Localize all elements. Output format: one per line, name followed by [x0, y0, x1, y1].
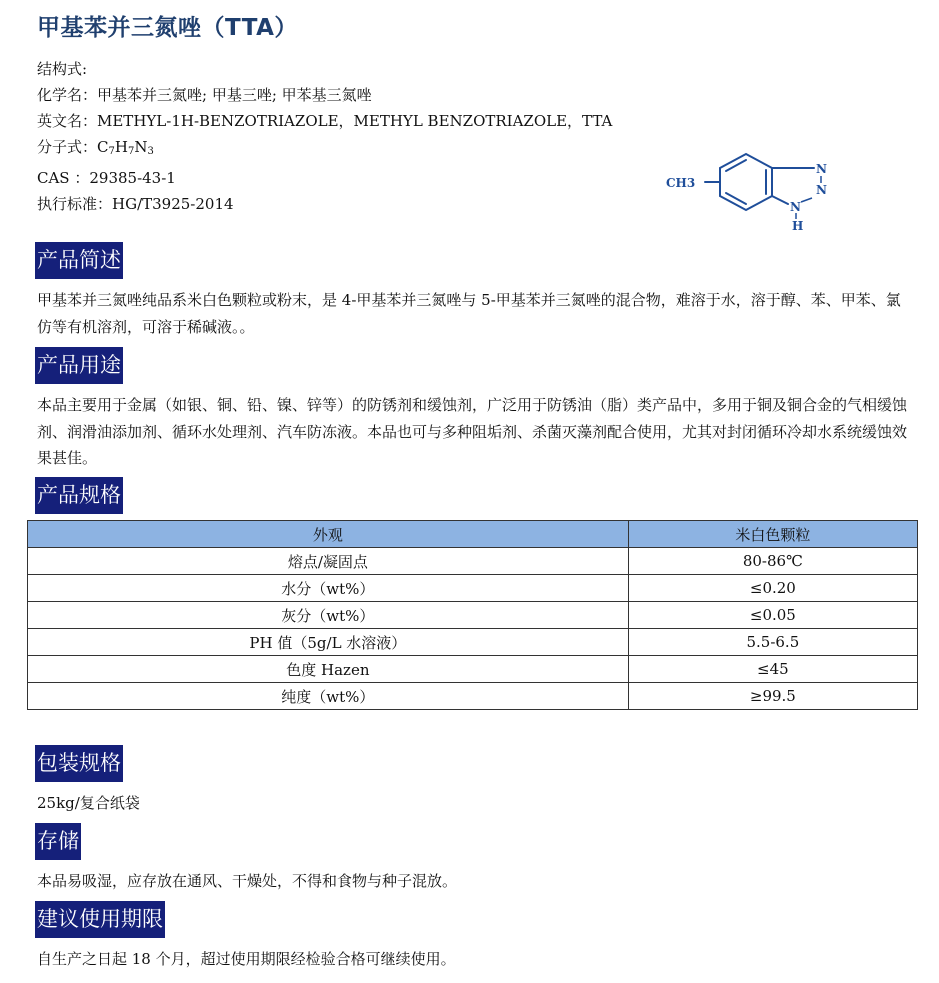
spec-value: 80-86℃: [628, 548, 917, 575]
spec-label: PH 值（5g/L 水溶液）: [28, 629, 629, 656]
table-row: [28, 656, 918, 683]
spec-value: ≥99.5: [628, 683, 917, 710]
storage-text: 本品易吸湿，应存放在通风、干燥处，不得和食物与种子混放。: [37, 872, 458, 890]
page-title: 甲基苯并三氮唑（TTA）: [37, 15, 298, 41]
table-header-row: [28, 521, 918, 548]
table-row: [28, 602, 918, 629]
formula-h-count: 7: [127, 146, 135, 157]
structural-formula-diagram: [660, 150, 840, 240]
formula-n-count: 3: [147, 146, 154, 157]
spec-value: ≤0.05: [628, 602, 917, 629]
n1-label: N: [816, 162, 827, 176]
structure-label: 结构式:: [37, 60, 88, 78]
n3-label: N: [790, 200, 801, 214]
standard: 执行标准：HG/T3925-2014: [37, 195, 234, 213]
formula-n: N: [134, 138, 148, 156]
overview-heading: 产品简述: [35, 242, 123, 279]
packaging-text: 25kg/复合纸袋: [37, 794, 140, 812]
inner-bond-3: [726, 193, 746, 204]
packaging-heading: 包装规格: [35, 745, 123, 782]
n2-label: N: [816, 183, 827, 197]
spec-table: [27, 520, 918, 710]
product-info: [37, 56, 612, 217]
inner-bond-1: [726, 160, 746, 171]
spec-heading: 产品规格: [35, 477, 123, 514]
molecular-formula: [37, 134, 612, 165]
overview-text: 甲基苯并三氮唑纯品系米白色颗粒或粉末，是 4-甲基苯并三氮唑与 5-甲基苯并三氮唑的混合物，难溶于水，溶于醇、苯、甲苯、氯仿等有机溶剂，可溶于稀碱液。。: [37, 291, 901, 336]
bond-nh: [772, 196, 788, 204]
spec-value: ≤45: [628, 656, 917, 683]
header-appearance-value: 米白色颗粒: [628, 521, 917, 548]
header-appearance: 外观: [28, 521, 629, 548]
spec-label: 熔点/凝固点: [28, 548, 629, 575]
shelf-life-heading: 建议使用期限: [35, 901, 165, 938]
spec-label: 纯度（wt%）: [28, 683, 629, 710]
storage-heading: 存储: [35, 823, 81, 860]
usage-heading: 产品用途: [35, 347, 123, 384]
ch3-label: CH3: [666, 176, 696, 190]
spec-label: 水分（wt%）: [28, 575, 629, 602]
shelf-life-text: 自生产之日起 18 个月，超过使用期限经检验合格可继续使用。: [37, 950, 456, 968]
table-row: [28, 683, 918, 710]
table-row: [28, 575, 918, 602]
spec-label: 灰分（wt%）: [28, 602, 629, 629]
benzene-ring: [720, 154, 772, 210]
spec-value: ≤0.20: [628, 575, 917, 602]
usage-text: 本品主要用于金属（如银、铜、铅、镍、锌等）的防锈剂和缓蚀剂，广泛用于防锈油（脂）类产品中，多用于铜及铜合金的气相缓蚀剂、润滑油添加剂、循环水处理剂、汽车防冻液。本品也可与多种阻垢剂、杀菌灭藻剂配合使用，尤其对封闭循环冷却水系统缓蚀效果甚佳。: [37, 396, 908, 467]
spec-value: 5.5-6.5: [628, 629, 917, 656]
h-label: H: [792, 219, 804, 233]
spec-label: 色度 Hazen: [28, 656, 629, 683]
formula-c-count: 7: [108, 146, 115, 157]
table-row: [28, 548, 918, 575]
english-name: 英文名：METHYL-1H-BENZOTRIAZOLE，METHYL BENZOTRIAZOLE，TTA: [37, 112, 613, 130]
chemical-name: 化学名：甲基苯并三氮唑; 甲基三唑; 甲苯基三氮唑: [37, 86, 372, 104]
formula-c: C: [97, 138, 109, 156]
cas-number: CAS ：29385-43-1: [37, 169, 176, 187]
formula-label: 分子式：: [37, 138, 98, 156]
formula-h: H: [114, 138, 128, 156]
table-row: [28, 629, 918, 656]
